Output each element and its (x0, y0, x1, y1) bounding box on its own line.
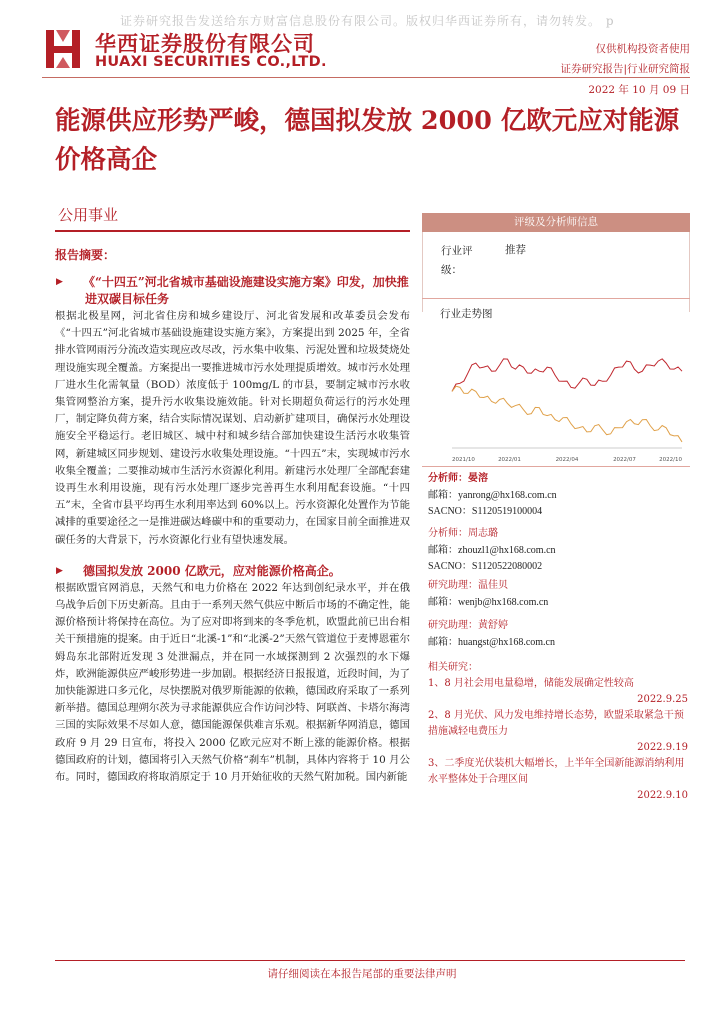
x-tick-label: 2022/01 (498, 457, 521, 463)
email-label: 邮箱： (428, 489, 458, 501)
header-divider (42, 77, 690, 78)
watermark-text: 证券研究报告发送给东方财富信息股份有限公司。版权归华西证券所有，请勿转发。 p (120, 14, 615, 28)
trend-chart (440, 331, 688, 466)
assistant-name: 温佳贝 (478, 580, 508, 591)
x-tick-label: 2022/10 (659, 457, 682, 463)
rating-header: 评级及分析师信息 (422, 213, 690, 232)
analyst-sac: S1120522080002 (471, 561, 543, 572)
triangle-bullet-icon: ▶ (56, 565, 63, 576)
rating-sidebar (422, 213, 690, 463)
section-heading-text: 德国拟发放 2000 亿欧元，应对能源价格高企。 (83, 563, 341, 578)
assistant-name: 黄舒婷 (478, 620, 508, 631)
x-tick-label: 2021/10 (452, 457, 475, 463)
brand-name-en: HUAXI SECURITIES CO.,LTD. (95, 54, 327, 70)
sidebar-divider (422, 298, 690, 299)
section-body: 根据北极星网，河北省住房和城乡建设厅、河北省发展和改革委员会发布《“十四五”河北省城市基础设施建设实施方案》，方案提出到 2025 年，全省排水管网雨污分流改造实现应改尽改，污水集中收集、污泥处置和垃圾焚烧处理设施实现全覆盖。方案提出一要推进城市污水处理提质增效。城市污水处理厂进水生化需氧量（BOD）浓度低于 100mg/L 的市县，要制定城市污水收集管网整治方案，提升污水收集设施效能。针对长期超负荷运行的污水处理厂，制定降负荷方案，结合实际情况谋划、启动新扩建项目，确保污水处理设施安全平稳运行。老旧城区、城中村和城乡结合部加快建设生活污水收集管网，新建城区同步规划、建设污水收集处理设施。“十四五”末，实现城市污水收集全覆盖；二要推动城市生活污水资源化利用。新建污水处理厂全部配套建设再生水利用设施，现有污水处理厂逐步完善再生水利用配套设施。“十四五”末，全省市县平均再生水利用率达到 60%以上。污水资源化处置作为节能减排的重要途径之一是推进碳达峰碳中和的重要动力，在国家目前全面推进双碳任务的大背景下，污水资源化行业有望快速发展。 (55, 310, 410, 546)
assistant-email: huangst@hx168.com.cn (458, 636, 555, 648)
analyst-name: 周志璐 (468, 528, 498, 539)
related-item-date: 2022.9.25 (637, 694, 688, 705)
related-heading: 相关研究： (428, 662, 478, 673)
sac-label: SACNO： (428, 506, 472, 517)
rating-label: 行业评级： (441, 245, 473, 276)
related-item[interactable]: 2、8 月光伏、风力发电维持增长态势，欧盟采取紧急干预措施减轻电费压力 (428, 710, 684, 737)
sac-label: SACNO： (428, 561, 472, 572)
analyst-role: 分析师： (428, 473, 468, 484)
abstract-column (55, 246, 410, 786)
assistant-role: 研究助理： (428, 620, 478, 631)
huaxi-logo-icon (42, 28, 84, 70)
email-label: 邮箱： (428, 544, 458, 556)
sidebar-divider (422, 466, 690, 467)
analyst-block (428, 526, 556, 576)
section-heading-text: 《“十四五”河北省城市基础设施建设实施方案》印发，加快推进双碳目标任务 (83, 275, 409, 306)
email-label: 邮箱： (428, 596, 458, 608)
analyst-sac: S1120519100004 (471, 506, 543, 517)
analyst-block (428, 471, 557, 521)
section-heading (55, 274, 410, 308)
series-line-行业指数 (452, 359, 682, 392)
related-item-date: 2022.9.19 (637, 742, 688, 753)
section-body: 根据欧盟官网消息，天然气和电力价格在 2022 年达到创纪录水平，并在俄乌战争后创下历史新高。且由于一系列天然气供应中断后市场的不确定性，能源价格预计将保持在高位。为了应对即将到来的冬季危机，欧盟此前已出台相关干预措施的提案。由于近日“北溪-1”和“北溪-2”天然气管道位于麦博恩霍尔姆岛东北部附近发现 3 处泄漏点，并在同一水域探测到 2 次强烈的水下爆炸，欧洲能源供应严峻形势进一步加剧。根据经济日报报道，近段时间，为了加快能源进口多元化，尽快摆脱对俄罗斯能源的依赖，德国政府采取了一系列新举措。德国总理朔尔茨为寻求能源供应合作访问沙特、阿联酋、卡塔尔海湾三国的实际效果不尽如人意，德国能源保供难言乐观。根据新华网消息，德国政府 9 月 29 日宣布，将投入 2000 亿欧元应对不断上涨的能源价格。根据德国政府的计划，德国将引入天然气价格“刹车”机制，具体内容将于 10 月公布。同时，德国政府将取消原定于 10 月开始征收的天然气附加税。国内新能 (55, 581, 410, 784)
assistant-email: wenjb@hx168.com.cn (458, 596, 549, 608)
series-line-沪深300 (452, 386, 682, 442)
report-type: 证券研究报告|行业研究简报 (560, 63, 690, 75)
footer-divider (55, 960, 685, 961)
disclaimer: 仅供机构投资者使用 (595, 43, 690, 55)
section-heading (55, 563, 410, 580)
report-title: 能源供应形势严峻，德国拟发放 2000 亿欧元应对能源价格高企 (55, 106, 680, 175)
assistant-block (428, 578, 548, 611)
related-item[interactable]: 1、8 月社会用电量稳增，储能发展确定性较高 (428, 678, 634, 689)
analyst-email: zhouzl1@hx168.com.cn (458, 544, 556, 556)
industry-divider (55, 230, 410, 232)
report-date: 2022 年 10 月 09 日 (588, 84, 690, 96)
related-research (428, 660, 688, 804)
industry-label: 公用事业 (58, 206, 119, 224)
x-tick-label: 2022/04 (555, 457, 579, 463)
analyst-role: 分析师： (428, 528, 468, 539)
brand-name-cn: 华西证券股份有限公司 (95, 32, 315, 56)
rating-value: 推荐 (505, 244, 526, 256)
related-item[interactable]: 3、二季度光伏装机大幅增长，上半年全国新能源消纳利用水平整体处于合理区间 (428, 758, 685, 785)
x-tick-label: 2022/07 (613, 457, 636, 463)
legal-footer: 请仔细阅读在本报告尾部的重要法律声明 (267, 968, 457, 980)
triangle-bullet-icon: ▶ (56, 277, 63, 287)
email-label: 邮箱： (428, 636, 458, 648)
assistant-role: 研究助理： (428, 580, 478, 591)
abstract-heading: 报告摘要： (55, 248, 116, 262)
assistant-block (428, 618, 555, 651)
analyst-name: 晏溶 (468, 473, 488, 484)
related-item-date: 2022.9.10 (637, 790, 688, 801)
trend-chart-title: 行业走势图 (440, 308, 493, 320)
analyst-email: yanrong@hx168.com.cn (458, 489, 557, 501)
rating-box (422, 232, 690, 312)
